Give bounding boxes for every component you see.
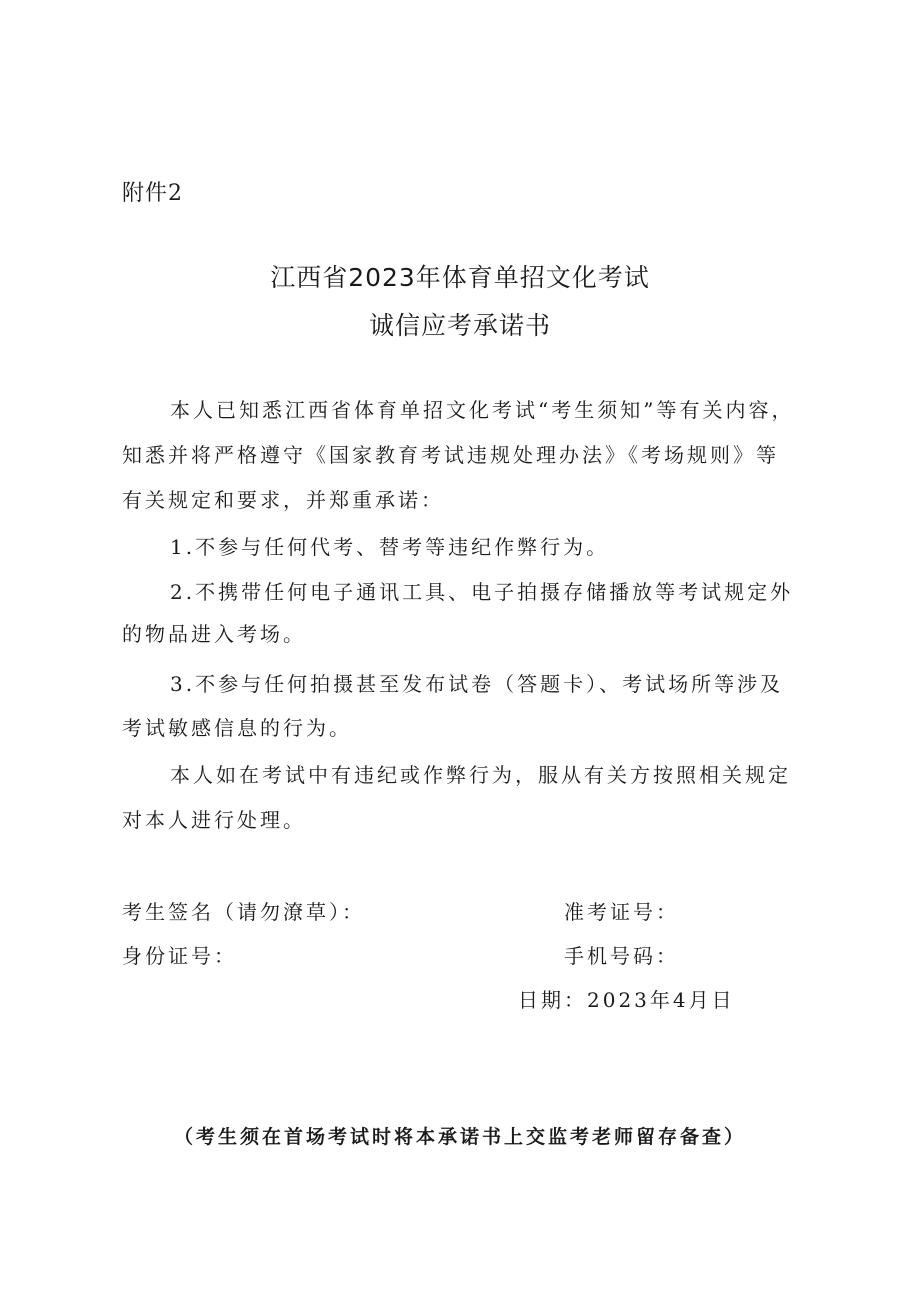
attachment-label: 附件2 (122, 181, 183, 206)
admission-number-field: 准考证号： (564, 900, 679, 924)
pledge-item-3-line2: 考试敏感信息的行为。 (122, 716, 352, 740)
closing-paragraph-line2: 对本人进行处理。 (122, 808, 306, 832)
intro-paragraph-line2: 知悉并将严格遵守《国家教育考试违规处理办法》《考场规则》等 (122, 443, 779, 467)
pledge-item-2-line2: 的物品进入考场。 (122, 622, 306, 646)
footer-note: （考生须在首场考试时将本承诺书上交监考老师留存备查） (173, 1126, 746, 1148)
id-number-field: 身份证号： (122, 944, 237, 968)
pledge-item-3-line1: 3.不参与任何拍摄甚至发布试卷（答题卡）、考试场所等涉及 (170, 672, 784, 696)
intro-paragraph-line1: 本人已知悉江西省体育单招文化考试“考生须知”等有关内容， (170, 398, 795, 422)
phone-number-field: 手机号码： (564, 944, 679, 968)
document-title-line2: 诚信应考承诺书 (368, 311, 551, 340)
pledge-item-2-line1: 2.不携带任何电子通讯工具、电子拍摄存储播放等考试规定外 (170, 580, 794, 604)
student-signature-field: 考生签名（请勿潦草）： (122, 900, 365, 924)
date-field: 日期：2023年4月日 (518, 988, 735, 1012)
closing-paragraph-line1: 本人如在考试中有违纪或作弊行为，服从有关方按照相关规定 (170, 763, 791, 787)
intro-paragraph-line3: 有关规定和要求，并郑重承诺： (122, 488, 444, 512)
document-title-line1: 江西省2023年体育单招文化考试 (270, 263, 650, 292)
pledge-item-1: 1.不参与任何代考、替考等违纪作弊行为。 (170, 535, 610, 559)
